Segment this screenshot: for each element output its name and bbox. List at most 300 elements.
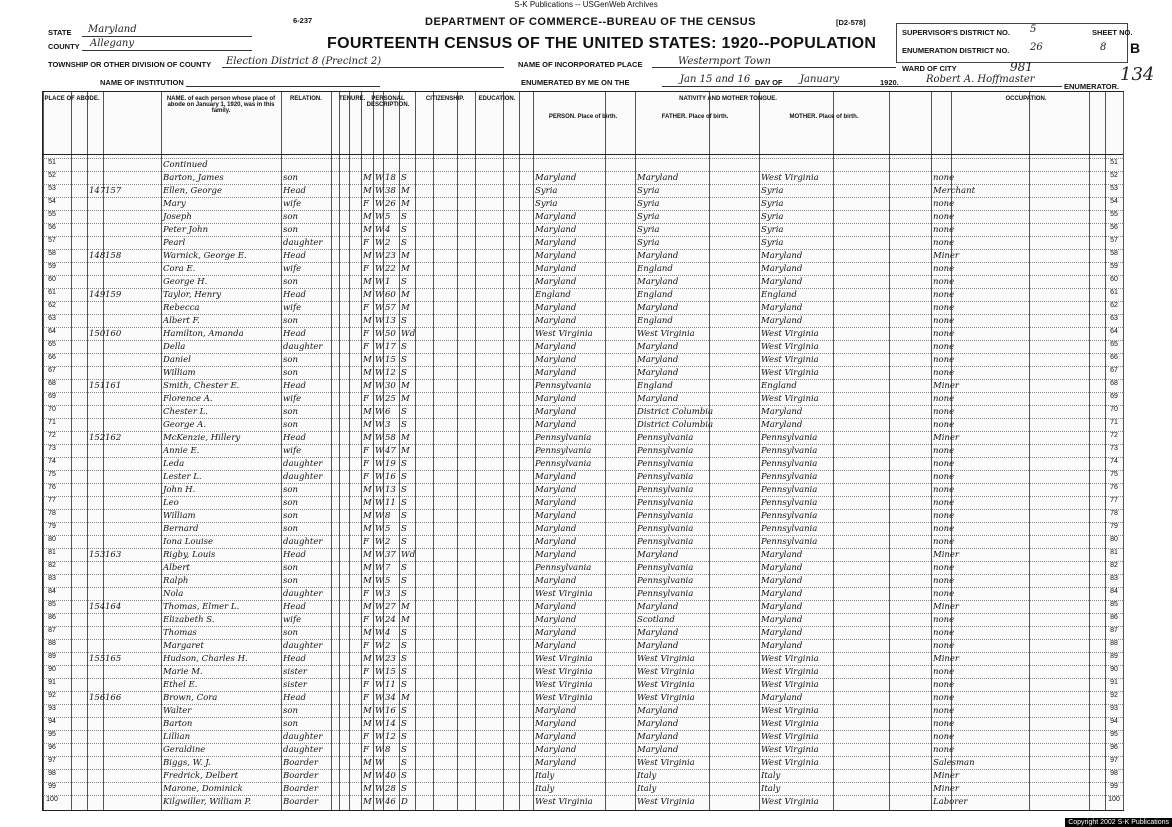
cell-ms: S xyxy=(401,485,407,495)
cell-ms: S xyxy=(401,498,407,508)
cell-occ: none xyxy=(933,615,955,625)
cell-race: W xyxy=(375,693,384,703)
cell-fam: 161 xyxy=(105,381,122,391)
cell-rel: son xyxy=(283,407,298,417)
cell-sex: F xyxy=(363,446,369,456)
cell-occ: Salesman xyxy=(933,758,975,768)
enumerator-name: Robert A. Hoffmaster xyxy=(926,74,1035,85)
township-label: TOWNSHIP OR OTHER DIVISION OF COUNTY xyxy=(48,60,212,69)
cell-race: W xyxy=(375,381,384,391)
cell-fam: 157 xyxy=(105,186,122,196)
cell-mbirth: Maryland xyxy=(761,563,803,573)
cell-name: Marie M. xyxy=(163,667,203,677)
cell-occ: none xyxy=(933,329,955,339)
cell-sex: F xyxy=(363,303,369,313)
cell-birth: Maryland xyxy=(535,511,577,521)
cell-ms: S xyxy=(401,706,407,716)
cell-race: W xyxy=(375,706,384,716)
cell-sex: M xyxy=(363,524,372,534)
column-header-26: OCCUPATION. xyxy=(1005,96,1047,102)
cell-sex: M xyxy=(363,758,372,768)
cell-age: 23 xyxy=(385,654,396,664)
cell-occ: Miner xyxy=(933,381,959,391)
cell-fbirth: Syria xyxy=(637,225,660,235)
cell-name: George A. xyxy=(163,420,207,430)
cell-sex: M xyxy=(363,290,372,300)
cell-sex: M xyxy=(363,576,372,586)
cell-fbirth: Maryland xyxy=(637,251,679,261)
cell-name: Albert xyxy=(163,563,190,573)
cell-birth: Maryland xyxy=(535,706,577,716)
cell-sex: M xyxy=(363,225,372,235)
cell-mbirth: Pennsylvania xyxy=(761,472,818,482)
cell-mbirth: West Virginia xyxy=(761,654,819,664)
cell-race: W xyxy=(375,498,384,508)
cell-occ: none xyxy=(933,524,955,534)
cell-race: W xyxy=(375,433,384,443)
line-number: 100 xyxy=(46,796,58,803)
cell-mbirth: Italy xyxy=(761,771,781,781)
cell-birth: Maryland xyxy=(535,342,577,352)
year-label: 1920. xyxy=(880,78,899,87)
cell-race: W xyxy=(375,680,384,690)
cell-name: Joseph xyxy=(163,212,192,222)
cell-sex: M xyxy=(363,368,372,378)
cell-rel: son xyxy=(283,420,298,430)
line-number: 80 xyxy=(1110,536,1118,543)
page-title: FOURTEENTH CENSUS OF THE UNITED STATES: 1920--POPULATION xyxy=(327,35,877,52)
cell-birth: England xyxy=(535,290,571,300)
line-number: 72 xyxy=(48,432,56,439)
cell-age: 5 xyxy=(385,212,391,222)
cell-name: Continued xyxy=(163,160,208,170)
line-number: 83 xyxy=(1110,575,1118,582)
cell-dwell: 152 xyxy=(89,433,106,443)
cell-birth: Maryland xyxy=(535,251,577,261)
line-number: 55 xyxy=(1110,211,1118,218)
cell-mbirth: Maryland xyxy=(761,316,803,326)
line-number: 95 xyxy=(1110,731,1118,738)
cell-ms: S xyxy=(401,225,407,235)
cell-occ: Miner xyxy=(933,771,959,781)
cell-fam: 165 xyxy=(105,654,122,664)
cell-fbirth: West Virginia xyxy=(637,654,695,664)
cell-occ: none xyxy=(933,667,955,677)
cell-birth: West Virginia xyxy=(535,329,593,339)
cell-occ: none xyxy=(933,446,955,456)
cell-age: 47 xyxy=(385,446,396,456)
cell-age: 37 xyxy=(385,550,396,560)
cell-fbirth: Italy xyxy=(637,771,657,781)
line-number: 63 xyxy=(48,315,56,322)
cell-rel: son xyxy=(283,173,298,183)
cell-sex: F xyxy=(363,537,369,547)
cell-ms: M xyxy=(401,303,410,313)
cell-mbirth: Syria xyxy=(761,199,784,209)
cell-birth: Pennsylvania xyxy=(535,381,592,391)
cell-race: W xyxy=(375,394,384,404)
line-number: 90 xyxy=(48,666,56,673)
cell-fbirth: Pennsylvania xyxy=(637,498,694,508)
cell-rel: son xyxy=(283,576,298,586)
cell-rel: sister xyxy=(283,667,307,677)
cell-sex: M xyxy=(363,563,372,573)
line-number: 96 xyxy=(48,744,56,751)
cell-birth: Maryland xyxy=(535,355,577,365)
line-number: 86 xyxy=(1110,614,1118,621)
cell-race: W xyxy=(375,771,384,781)
cell-fbirth: Maryland xyxy=(637,745,679,755)
cell-sex: F xyxy=(363,732,369,742)
cell-rel: son xyxy=(283,485,298,495)
cell-age: 14 xyxy=(385,719,396,729)
cell-occ: none xyxy=(933,693,955,703)
cell-fbirth: England xyxy=(637,316,673,326)
cell-age: 22 xyxy=(385,264,396,274)
cell-rel: son xyxy=(283,355,298,365)
cell-birth: West Virginia xyxy=(535,693,593,703)
cell-fbirth: Pennsylvania xyxy=(637,537,694,547)
cell-occ: none xyxy=(933,641,955,651)
cell-mbirth: Maryland xyxy=(761,589,803,599)
line-number: 55 xyxy=(48,211,56,218)
line-number: 59 xyxy=(1110,263,1118,270)
cell-name: William xyxy=(163,368,196,378)
cell-rel: son xyxy=(283,498,298,508)
cell-dwell: 156 xyxy=(89,693,106,703)
cell-rel: Boarder xyxy=(283,784,319,794)
cell-rel: daughter xyxy=(283,641,323,651)
cell-ms: S xyxy=(401,277,407,287)
cell-occ: Merchant xyxy=(933,186,975,196)
line-number: 86 xyxy=(48,614,56,621)
cell-age: 5 xyxy=(385,524,391,534)
cell-birth: Maryland xyxy=(535,173,577,183)
cell-rel: son xyxy=(283,524,298,534)
line-number: 70 xyxy=(1110,406,1118,413)
cell-occ: none xyxy=(933,368,955,378)
cell-occ: none xyxy=(933,355,955,365)
cell-rel: Head xyxy=(283,654,306,664)
line-number: 67 xyxy=(1110,367,1118,374)
cell-mbirth: Italy xyxy=(761,784,781,794)
cell-name: Ralph xyxy=(163,576,189,586)
line-number: 87 xyxy=(1110,627,1118,634)
enumerator-label: ENUMERATOR. xyxy=(1064,82,1120,91)
cell-age: 40 xyxy=(385,771,396,781)
cell-mbirth: Maryland xyxy=(761,641,803,651)
cell-mbirth: West Virginia xyxy=(761,342,819,352)
cell-occ: Miner xyxy=(933,654,959,664)
cell-name: Thomas, Elmer L. xyxy=(163,602,240,612)
cell-fbirth: West Virginia xyxy=(637,667,695,677)
cell-birth: West Virginia xyxy=(535,667,593,677)
line-number: 77 xyxy=(1110,497,1118,504)
column-header-9: PERSONAL DESCRIPTION. xyxy=(366,96,410,108)
cell-name: Nola xyxy=(163,589,184,599)
cell-race: W xyxy=(375,602,384,612)
sheet-label: SHEET NO. xyxy=(1092,28,1133,37)
cell-occ: Miner xyxy=(933,550,959,560)
cell-name: Hudson, Charles H. xyxy=(163,654,248,664)
cell-mbirth: Maryland xyxy=(761,420,803,430)
cell-fbirth: Pennsylvania xyxy=(637,459,694,469)
cell-sex: M xyxy=(363,420,372,430)
cell-race: W xyxy=(375,745,384,755)
cell-mbirth: Pennsylvania xyxy=(761,446,818,456)
cell-race: W xyxy=(375,342,384,352)
cell-name: Florence A. xyxy=(163,394,213,404)
cell-birth: Pennsylvania xyxy=(535,563,592,573)
cell-sex: M xyxy=(363,628,372,638)
line-number: 73 xyxy=(48,445,56,452)
cell-ms: S xyxy=(401,680,407,690)
cell-rel: son xyxy=(283,719,298,729)
cell-rel: daughter xyxy=(283,732,323,742)
cell-mbirth: Maryland xyxy=(761,615,803,625)
cell-birth: Maryland xyxy=(535,472,577,482)
cell-rel: daughter xyxy=(283,342,323,352)
cell-race: W xyxy=(375,173,384,183)
cell-race: W xyxy=(375,264,384,274)
cell-name: Geraldine xyxy=(163,745,206,755)
cell-fbirth: Maryland xyxy=(637,719,679,729)
cell-race: W xyxy=(375,316,384,326)
census-sheet xyxy=(42,91,1124,811)
cell-fbirth: Scotland xyxy=(637,615,675,625)
cell-occ: none xyxy=(933,290,955,300)
cell-sex: M xyxy=(363,511,372,521)
cell-ms: S xyxy=(401,771,407,781)
cell-dwell xyxy=(89,796,105,809)
cell-name: Bernard xyxy=(163,524,199,534)
line-number: 72 xyxy=(1110,432,1118,439)
cell-name: Lillian xyxy=(163,732,191,742)
cell-occ: none xyxy=(933,628,955,638)
cell-rel: son xyxy=(283,212,298,222)
cell-mbirth: West Virginia xyxy=(761,173,819,183)
cell-birth: West Virginia xyxy=(535,654,593,664)
cell-fam: 158 xyxy=(105,251,122,261)
cell-birth: Maryland xyxy=(535,524,577,534)
line-number: 60 xyxy=(1110,276,1118,283)
cell-birth: Maryland xyxy=(535,615,577,625)
cell-sex: F xyxy=(363,680,369,690)
cell-age: 4 xyxy=(385,628,391,638)
cell-fbirth: Maryland xyxy=(637,394,679,404)
cell-birth: West Virginia xyxy=(535,589,593,599)
cell-fbirth: Pennsylvania xyxy=(637,446,694,456)
cell-ms: M xyxy=(401,264,410,274)
cell-birth: Pennsylvania xyxy=(535,446,592,456)
cell-rel: son xyxy=(283,628,298,638)
cell-fbirth: Syria xyxy=(637,186,660,196)
cell-birth: Maryland xyxy=(535,498,577,508)
cell-occ: none xyxy=(933,342,955,352)
sheet-value: 8 xyxy=(1100,42,1107,53)
month-value: January xyxy=(800,74,840,85)
cell-fbirth: West Virginia xyxy=(637,693,695,703)
cell-sex: M xyxy=(363,719,372,729)
cell-dwell: 153 xyxy=(89,550,106,560)
cell-age: 27 xyxy=(385,602,396,612)
cell-fbirth: Pennsylvania xyxy=(637,472,694,482)
line-number: 84 xyxy=(48,588,56,595)
cell-fbirth: Maryland xyxy=(637,550,679,560)
cell-birth: Maryland xyxy=(535,745,577,755)
cell-fbirth: Pennsylvania xyxy=(637,485,694,495)
cell-fbirth: Maryland xyxy=(637,277,679,287)
cell-race: W xyxy=(375,654,384,664)
cell-fbirth: Maryland xyxy=(637,628,679,638)
cell-name: Kilgwiller, William P. xyxy=(163,797,252,807)
cell-sex: F xyxy=(363,238,369,248)
day-of-label: DAY OF xyxy=(755,78,783,87)
cell-age: 46 xyxy=(385,797,396,807)
cell-birth: Maryland xyxy=(535,212,577,222)
cell-fbirth: England xyxy=(637,264,673,274)
line-number: 87 xyxy=(48,627,56,634)
cell-age: 38 xyxy=(385,186,396,196)
line-number: 69 xyxy=(1110,393,1118,400)
credit-line: S-K Publications -- USGenWeb Archives xyxy=(514,0,658,9)
cell-occ: none xyxy=(933,589,955,599)
cell-ms: D xyxy=(401,797,408,807)
cell-mbirth: Pennsylvania xyxy=(761,524,818,534)
cell-occ: none xyxy=(933,563,955,573)
cell-sex: M xyxy=(363,433,372,443)
cell-fam: 166 xyxy=(105,693,122,703)
cell-occ: none xyxy=(933,498,955,508)
line-number: 91 xyxy=(1110,679,1118,686)
cell-rel: daughter xyxy=(283,238,323,248)
cell-rel: wife xyxy=(283,199,302,209)
line-number: 61 xyxy=(48,289,56,296)
cell-race: W xyxy=(375,212,384,222)
line-number: 85 xyxy=(48,601,56,608)
cell-rel: daughter xyxy=(283,459,323,469)
cell-birth: Maryland xyxy=(535,537,577,547)
cell-occ: none xyxy=(933,719,955,729)
line-number: 65 xyxy=(48,341,56,348)
cell-sex: M xyxy=(363,498,372,508)
cell-rel: Head xyxy=(283,602,306,612)
cell-name: Marone, Dominick xyxy=(163,784,243,794)
cell-sex: F xyxy=(363,615,369,625)
cell-age: 15 xyxy=(385,667,396,677)
line-number: 91 xyxy=(48,679,56,686)
line-number: 63 xyxy=(1110,315,1118,322)
cell-ms: S xyxy=(401,719,407,729)
cell-ms: S xyxy=(401,732,407,742)
line-number: 97 xyxy=(48,757,56,764)
cell-age: 5 xyxy=(385,576,391,586)
cell-dwell: 151 xyxy=(89,381,106,391)
line-number: 66 xyxy=(48,354,56,361)
cell-ms: S xyxy=(401,641,407,651)
cell-sex: F xyxy=(363,459,369,469)
line-number: 92 xyxy=(48,692,56,699)
cell-race: W xyxy=(375,667,384,677)
cell-fbirth: Pennsylvania xyxy=(637,433,694,443)
cell-age: 60 xyxy=(385,290,396,300)
cell-age: 16 xyxy=(385,706,396,716)
line-number: 94 xyxy=(1110,718,1118,725)
cell-age: 11 xyxy=(385,498,396,508)
cell-sex: M xyxy=(363,407,372,417)
cell-birth: Maryland xyxy=(535,303,577,313)
line-number: 56 xyxy=(1110,224,1118,231)
cell-race: W xyxy=(375,524,384,534)
line-number: 51 xyxy=(1110,159,1118,166)
cell-mbirth: West Virginia xyxy=(761,719,819,729)
cell-age: 8 xyxy=(385,511,391,521)
ed-value: 26 xyxy=(1030,42,1043,53)
cell-occ: none xyxy=(933,394,955,404)
line-number: 52 xyxy=(48,172,56,179)
cell-age: 18 xyxy=(385,173,396,183)
cell-mbirth: Syria xyxy=(761,225,784,235)
cell-race: W xyxy=(375,199,384,209)
line-number: 62 xyxy=(48,302,56,309)
line-number: 100 xyxy=(1108,796,1120,803)
cell-ms: M xyxy=(401,251,410,261)
line-number: 66 xyxy=(1110,354,1118,361)
cell-birth: Maryland xyxy=(535,758,577,768)
cell-race: W xyxy=(375,719,384,729)
cell-mbirth: West Virginia xyxy=(761,706,819,716)
cell-name: Smith, Chester E. xyxy=(163,381,240,391)
line-number: 52 xyxy=(1110,172,1118,179)
cell-name: Ellen, George xyxy=(163,186,223,196)
cell-birth: Maryland xyxy=(535,407,577,417)
cell-occ: none xyxy=(933,277,955,287)
line-number: 84 xyxy=(1110,588,1118,595)
cell-occ: none xyxy=(933,680,955,690)
cell-name: Elizabeth S. xyxy=(163,615,215,625)
cell-race: W xyxy=(375,784,384,794)
cell-ms: S xyxy=(401,576,407,586)
line-number: 93 xyxy=(1110,705,1118,712)
place-value: Westernport Town xyxy=(678,56,771,67)
cell-mbirth: Maryland xyxy=(761,576,803,586)
line-number: 80 xyxy=(48,536,56,543)
cell-birth: Maryland xyxy=(535,576,577,586)
cell-occ: none xyxy=(933,420,955,430)
cell-ms: S xyxy=(401,654,407,664)
cell-age: 13 xyxy=(385,316,396,326)
cell-race: W xyxy=(375,550,384,560)
cell-occ: none xyxy=(933,407,955,417)
cell-race: W xyxy=(375,485,384,495)
cell-mbirth: Pennsylvania xyxy=(761,433,818,443)
line-number: 74 xyxy=(1110,458,1118,465)
cell-birth: West Virginia xyxy=(535,797,593,807)
cell-name: Taylor, Henry xyxy=(163,290,222,300)
cell-age: 25 xyxy=(385,394,396,404)
cell-race: W xyxy=(375,758,384,768)
line-number: 75 xyxy=(1110,471,1118,478)
cell-birth: Maryland xyxy=(535,394,577,404)
cell-occ: Miner xyxy=(933,433,959,443)
cell-age: 26 xyxy=(385,199,396,209)
township-value: Election District 8 (Precinct 2) xyxy=(226,56,382,67)
cell-birth: Syria xyxy=(535,199,558,209)
line-number: 82 xyxy=(48,562,56,569)
line-number: 88 xyxy=(48,640,56,647)
cell-name: Warnick, George E. xyxy=(163,251,247,261)
cell-age: 24 xyxy=(385,615,396,625)
